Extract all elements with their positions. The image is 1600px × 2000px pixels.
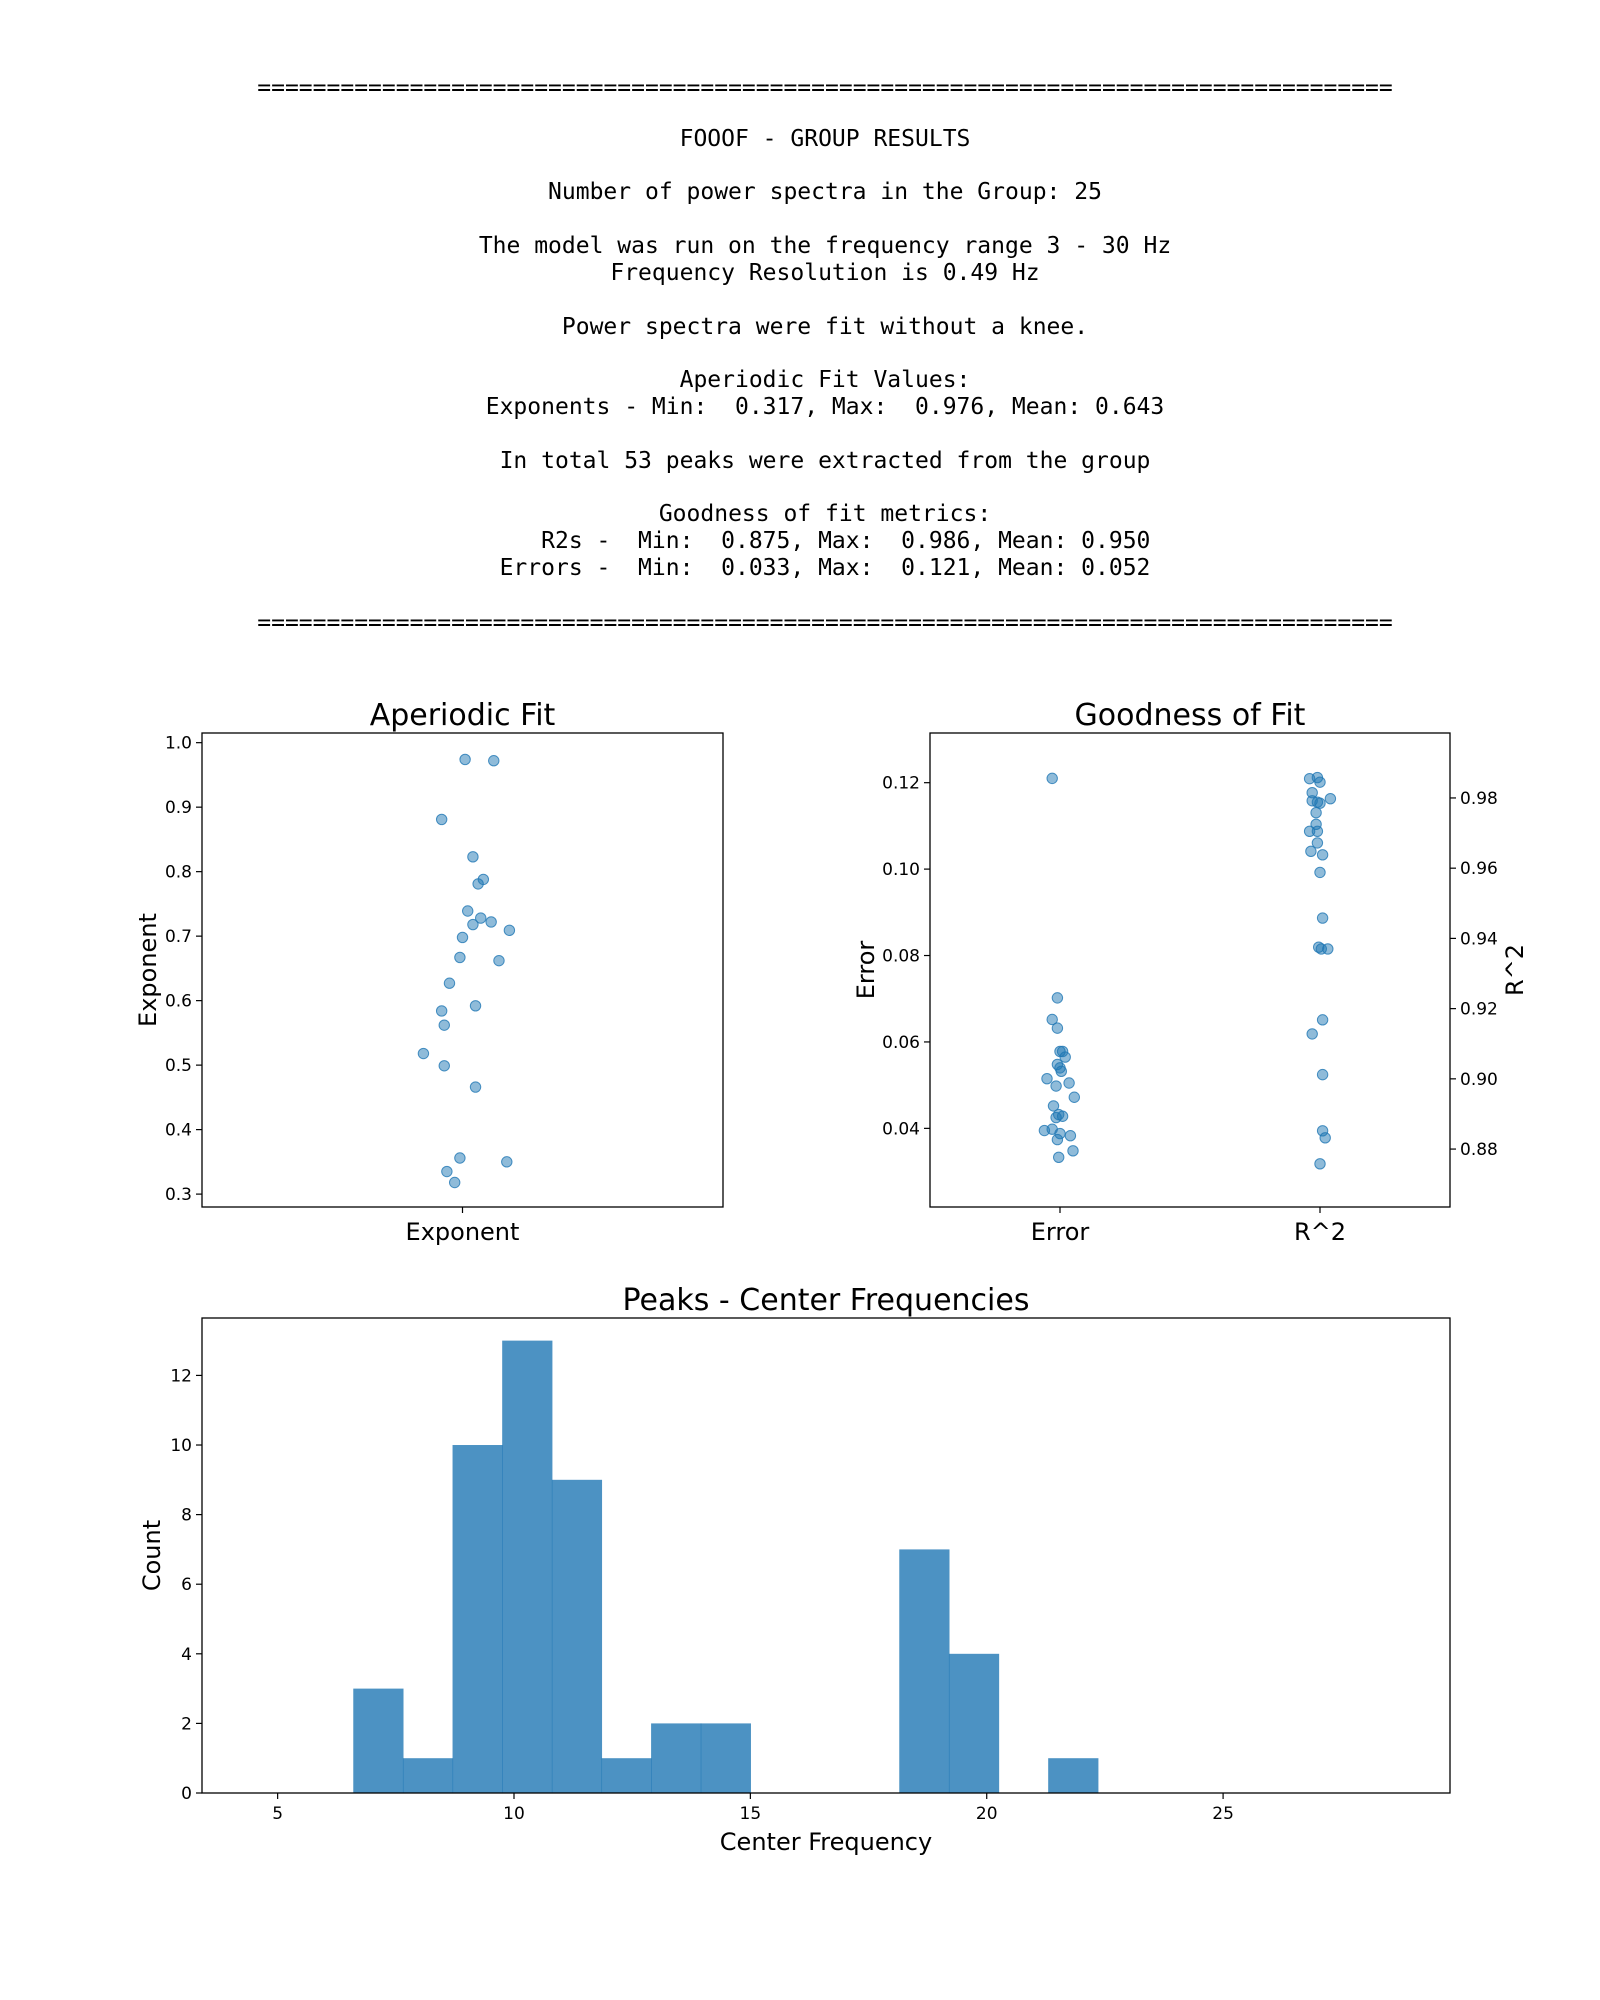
y-tick-label: 8 [181,1505,192,1526]
exponent-point [468,919,478,929]
error-point [1047,773,1057,783]
y2-tick-label: 0.96 [1460,859,1498,880]
r2-point [1311,808,1321,818]
r2-point [1307,1029,1317,1039]
exponent-point [494,955,504,965]
y-tick-label: 0.10 [882,860,920,881]
y-tick-label: 10 [170,1436,192,1457]
y-axis-label: Error [852,940,880,1000]
r2-point [1312,826,1322,836]
error-point [1052,1023,1062,1033]
aperiodic-axes-frame [202,733,723,1207]
y-tick-label: 0 [181,1784,192,1804]
error-point [1069,1092,1079,1102]
r2-point [1317,850,1327,860]
r2-point [1325,793,1335,803]
error-point [1052,1134,1062,1144]
y-axis-label: Exponent [134,913,162,1027]
y2-tick-label: 0.90 [1460,1069,1498,1090]
y-tick-label: 12 [170,1366,192,1387]
exponent-point [439,1020,449,1030]
y-tick-label: 0.04 [882,1119,920,1140]
report-line: Exponents - Min: 0.317, Max: 0.976, Mean: 0.643 [485,394,1165,420]
y-tick-label: 0.8 [164,862,192,883]
y2-axis-label: R^2 [1501,943,1529,997]
histogram-bar [552,1480,602,1793]
error-point [1039,1125,1049,1135]
histogram-bar [651,1723,701,1793]
exponent-point [489,756,499,766]
error-point [1042,1073,1052,1083]
y-tick-label: 4 [181,1644,192,1665]
histogram-bar [899,1549,949,1793]
y-tick-label: 0.6 [164,991,192,1012]
report-line: Errors - Min: 0.033, Max: 0.121, Mean: 0.052 [499,555,1151,581]
exponent-point [457,932,467,942]
exponent-point [463,906,473,916]
exponent-point [436,1006,446,1016]
y-tick-label: 0.9 [164,798,192,819]
r2-point [1317,1015,1327,1025]
x-tick-label: 5 [272,1804,284,1824]
x-category-label: Error [1030,1218,1090,1246]
goodness-axes-frame [930,733,1450,1207]
exponent-point [473,879,483,889]
report-line: Goodness of fit metrics: [658,501,992,527]
exponent-point [468,852,478,862]
error-point [1054,1152,1064,1162]
report-line: R2s - Min: 0.875, Max: 0.986, Mean: 0.950 [499,528,1151,554]
y2-tick-label: 0.94 [1460,929,1498,950]
report-separator-bottom: ================================================================================== [257,610,1393,636]
y-tick-label: 0.7 [164,927,192,948]
chart-title: Goodness of Fit [1074,698,1306,733]
exponent-point [460,754,470,764]
x-tick-label: 15 [739,1804,762,1824]
y2-tick-label: 0.98 [1460,788,1498,809]
y2-tick-label: 0.88 [1460,1140,1498,1161]
y-tick-label: 0.3 [164,1185,192,1206]
report-line: Power spectra were fit without a knee. [561,314,1089,340]
error-point [1052,993,1062,1003]
exponent-point [444,978,454,988]
r2-point [1317,913,1327,923]
report-line: In total 53 peaks were extracted from the group [499,448,1151,474]
exponent-point [502,1157,512,1167]
report-line: The model was run on the frequency range 3 - 30 Hz [478,233,1172,259]
exponent-point [436,814,446,824]
histogram-bar [601,1758,651,1793]
histogram-bar [453,1445,503,1793]
exponent-point [442,1166,452,1176]
exponent-point [486,917,496,927]
r2-point [1315,1159,1325,1169]
y-tick-label: 2 [181,1714,192,1735]
y-tick-label: 0.08 [882,946,920,967]
report-separator-top: ================================================================================== [257,75,1393,101]
report-line: Number of power spectra in the Group: 25 [548,179,1102,205]
x-tick-label: 10 [503,1804,525,1824]
exponent-point [439,1061,449,1071]
x-tick-label: 20 [975,1804,998,1824]
y-tick-label: 0.5 [164,1056,192,1077]
exponent-point [470,1082,480,1092]
y-tick-label: 0.4 [164,1120,192,1141]
histogram-bar [949,1654,999,1793]
y-tick-label: 1.0 [164,733,192,754]
y-tick-label: 0.12 [882,773,920,794]
histogram-bar [502,1341,552,1793]
r2-point [1315,798,1325,808]
exponent-point [470,1001,480,1011]
chart-title: Aperiodic Fit [369,698,556,733]
histogram-bar [353,1689,403,1793]
r2-point [1317,1069,1327,1079]
histogram-bar [403,1758,453,1793]
error-point [1051,1081,1061,1091]
goodness-of-fit-chart [852,698,1529,1246]
r2-point [1320,1133,1330,1143]
aperiodic-fit-chart [134,698,723,1246]
chart-title: Peaks - Center Frequencies [622,1283,1030,1318]
error-point [1051,1112,1061,1122]
histogram-bar [1048,1758,1098,1793]
y-tick-label: 6 [181,1575,192,1596]
r2-point [1306,846,1316,856]
x-tick-label: 25 [1212,1804,1234,1824]
error-point [1065,1131,1075,1141]
exponent-point [418,1048,428,1058]
center-frequency-histogram [138,1283,1450,1856]
y-tick-label: 0.06 [882,1032,920,1053]
exponent-point [449,1177,459,1187]
report-line: Aperiodic Fit Values: [679,367,971,393]
error-point [1056,1066,1066,1076]
y2-tick-label: 0.92 [1460,999,1498,1020]
x-axis-label: Center Frequency [719,1828,933,1856]
r2-point [1323,944,1333,954]
y-axis-label: Count [138,1519,166,1592]
error-point [1068,1146,1078,1156]
histogram-bar [701,1723,751,1793]
r2-point [1315,867,1325,877]
exponent-point [504,925,514,935]
report-line: Frequency Resolution is 0.49 Hz [610,260,1040,286]
exponent-point [455,1153,465,1163]
x-category-label: Exponent [405,1218,520,1246]
exponent-point [455,952,465,962]
x-category-label: R^2 [1293,1218,1347,1246]
error-point [1064,1078,1074,1088]
r2-point [1315,777,1325,787]
report-title: FOOOF - GROUP RESULTS [679,126,971,152]
